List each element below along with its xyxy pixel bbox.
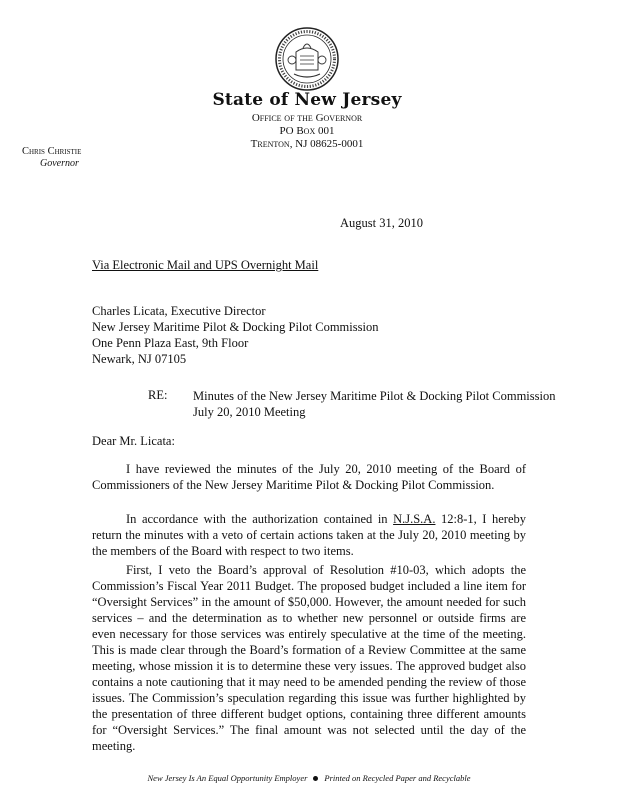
recipient-line: Newark, NJ 07105 — [92, 352, 187, 366]
state-title: State of New Jersey — [212, 90, 402, 110]
paragraph-3: First, I veto the Board’s approval of Resolution #10-03, which adopts the Commission’s Fiscal Year 2011 Budget. The proposed budget included a line item for “Oversight Services” in the amount of $50,000. However, the amount needed for such services – and the determination as to whether new personnel or outside firms are even necessary for those services was entirely speculative at the time of the meeting. This is made clear through the Board’s formation of a Review Committee at the same meeting, whose mission it is to determine these very issues. The approved budget also contains a note cautioning that it may need to be amended pending the review of those issues. The Commission’s speculation regarding this issue was further highlighted by the presentation of three different budget options, containing three different amounts for “Oversight Services.” The final amount was not selected until the day of the meeting. — [92, 563, 526, 753]
office-city: Trenton, NJ 08625-0001 — [250, 138, 364, 150]
recipient-line: Charles Licata, Executive Director — [92, 304, 266, 318]
state-seal-icon — [274, 26, 340, 92]
paragraph-2-before: In accordance with the authorization contained in — [126, 512, 394, 526]
re-label: RE: — [148, 388, 168, 402]
delivery-method: Via Electronic Mail and UPS Overnight Mail — [92, 258, 319, 272]
recipient-address — [92, 303, 378, 367]
letter-date: August 31, 2010 — [340, 216, 423, 230]
paragraph-1: I have reviewed the minutes of the July 20, 2010 meeting of the Board of Commissioners of the New Jersey Maritime Pilot & Docking Pilot Commission. — [92, 462, 526, 492]
salutation: Dear Mr. Licata: — [92, 434, 175, 448]
bullet-icon — [313, 776, 318, 781]
governor-title: Governor — [40, 158, 79, 169]
footer-recycled: Printed on Recycled Paper and Recyclable — [324, 773, 471, 783]
paragraph-2-after: 12:8-1, I hereby return the minutes with a veto of certain actions taken at the July 20, 2010 meeting by the members of the Board with respect to two items. — [92, 512, 526, 558]
footer-employer: New Jersey Is An Equal Opportunity Employer — [147, 773, 308, 783]
re-line: July 20, 2010 Meeting — [193, 405, 306, 419]
statute-citation: N.J.S.A. — [393, 512, 436, 526]
recipient-line: One Penn Plaza East, 9th Floor — [92, 336, 249, 350]
recipient-line: New Jersey Maritime Pilot & Docking Pilot Commission — [92, 320, 379, 334]
paragraph-2 — [92, 511, 526, 559]
re-line: Minutes of the New Jersey Maritime Pilot & Docking Pilot Commission — [193, 389, 556, 403]
footer — [0, 773, 618, 783]
office-name: Office of the Governor — [251, 112, 363, 124]
governor-name: Chris Christie — [22, 146, 82, 157]
po-box: PO Box 001 — [279, 125, 335, 137]
re-subject — [193, 388, 555, 420]
